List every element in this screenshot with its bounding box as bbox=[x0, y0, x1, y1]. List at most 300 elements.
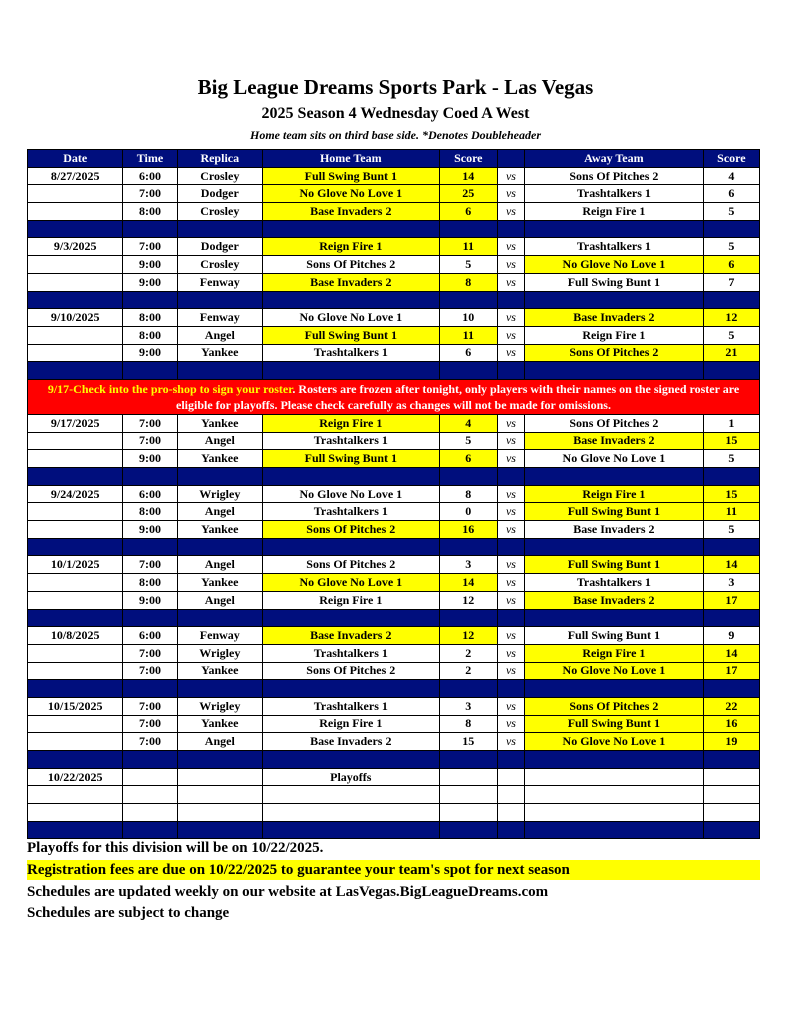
game-date bbox=[28, 715, 123, 733]
playoffs-empty bbox=[439, 804, 497, 822]
vs-label: vs bbox=[497, 203, 524, 221]
away-team: No Glove No Love 1 bbox=[525, 450, 704, 468]
away-team: Sons Of Pitches 2 bbox=[525, 697, 704, 715]
game-field: Dodger bbox=[177, 185, 262, 203]
vs-label: vs bbox=[497, 627, 524, 645]
game-time: 7:00 bbox=[123, 432, 177, 450]
playoffs-empty bbox=[525, 804, 704, 822]
separator-cell bbox=[439, 821, 497, 839]
home-score: 8 bbox=[439, 715, 497, 733]
away-score: 21 bbox=[703, 344, 759, 362]
playoffs-date bbox=[28, 786, 123, 804]
game-row bbox=[28, 591, 760, 609]
home-score: 10 bbox=[439, 309, 497, 327]
separator-cell bbox=[497, 751, 524, 769]
away-score: 15 bbox=[703, 485, 759, 503]
game-time: 6:00 bbox=[123, 485, 177, 503]
separator-cell bbox=[497, 362, 524, 380]
separator-cell bbox=[262, 821, 439, 839]
separator-cell bbox=[525, 751, 704, 769]
home-score: 15 bbox=[439, 733, 497, 751]
game-row bbox=[28, 662, 760, 680]
separator-cell bbox=[525, 821, 704, 839]
home-team: Full Swing Bunt 1 bbox=[262, 167, 439, 185]
col-away-score: Score bbox=[703, 150, 759, 168]
separator-cell bbox=[123, 362, 177, 380]
game-date bbox=[28, 203, 123, 221]
away-score: 3 bbox=[703, 574, 759, 592]
game-field: Wrigley bbox=[177, 697, 262, 715]
game-time: 9:00 bbox=[123, 521, 177, 539]
home-team: Trashtalkers 1 bbox=[262, 644, 439, 662]
away-score: 19 bbox=[703, 733, 759, 751]
playoffs-field bbox=[177, 786, 262, 804]
separator-cell bbox=[262, 538, 439, 556]
game-field: Angel bbox=[177, 326, 262, 344]
home-team: Base Invaders 2 bbox=[262, 273, 439, 291]
col-date: Date bbox=[28, 150, 123, 168]
home-team: No Glove No Love 1 bbox=[262, 185, 439, 203]
separator-cell bbox=[123, 821, 177, 839]
game-time: 7:00 bbox=[123, 556, 177, 574]
home-team: Reign Fire 1 bbox=[262, 715, 439, 733]
separator-cell bbox=[439, 362, 497, 380]
col-home-team: Home Team bbox=[262, 150, 439, 168]
vs-label: vs bbox=[497, 521, 524, 539]
game-row bbox=[28, 574, 760, 592]
playoffs-empty bbox=[703, 768, 759, 786]
away-score: 17 bbox=[703, 662, 759, 680]
game-time: 8:00 bbox=[123, 574, 177, 592]
away-team: Trashtalkers 1 bbox=[525, 574, 704, 592]
separator-cell bbox=[123, 680, 177, 698]
schedule-table bbox=[27, 149, 760, 839]
playoffs-empty bbox=[703, 786, 759, 804]
vs-label: vs bbox=[497, 591, 524, 609]
col-away-team: Away Team bbox=[525, 150, 704, 168]
game-row bbox=[28, 203, 760, 221]
playoffs-label bbox=[262, 786, 439, 804]
game-row bbox=[28, 273, 760, 291]
game-date bbox=[28, 662, 123, 680]
game-date bbox=[28, 432, 123, 450]
game-field: Crosley bbox=[177, 256, 262, 274]
separator-cell bbox=[28, 291, 123, 309]
game-field: Yankee bbox=[177, 715, 262, 733]
playoffs-empty bbox=[497, 768, 524, 786]
game-row bbox=[28, 326, 760, 344]
game-time: 7:00 bbox=[123, 185, 177, 203]
game-row bbox=[28, 697, 760, 715]
separator-cell bbox=[497, 220, 524, 238]
notice-text: . Rosters are frozen after tonight, only players with their names on the signed roster are eligible for playoffs. Please check carefully as changes will not be made for omissions. bbox=[176, 381, 740, 412]
separator-cell bbox=[123, 538, 177, 556]
separator-cell bbox=[703, 680, 759, 698]
col-replica: Replica bbox=[177, 150, 262, 168]
away-score: 12 bbox=[703, 309, 759, 327]
away-score: 5 bbox=[703, 326, 759, 344]
playoffs-field bbox=[177, 768, 262, 786]
header-row bbox=[28, 150, 760, 168]
separator-cell bbox=[497, 609, 524, 627]
home-score: 4 bbox=[439, 414, 497, 432]
separator-cell bbox=[28, 680, 123, 698]
separator-cell bbox=[262, 291, 439, 309]
playoffs-empty bbox=[703, 804, 759, 822]
away-score: 14 bbox=[703, 556, 759, 574]
game-time: 9:00 bbox=[123, 344, 177, 362]
col-vs bbox=[497, 150, 524, 168]
vs-label: vs bbox=[497, 185, 524, 203]
separator-row bbox=[28, 468, 760, 486]
game-date bbox=[28, 450, 123, 468]
home-team: Full Swing Bunt 1 bbox=[262, 450, 439, 468]
separator-row bbox=[28, 220, 760, 238]
home-team: No Glove No Love 1 bbox=[262, 574, 439, 592]
separator-cell bbox=[497, 468, 524, 486]
separator-cell bbox=[123, 609, 177, 627]
home-score: 6 bbox=[439, 450, 497, 468]
separator-cell bbox=[28, 751, 123, 769]
vs-label: vs bbox=[497, 697, 524, 715]
separator-cell bbox=[177, 680, 262, 698]
home-score: 8 bbox=[439, 485, 497, 503]
game-row bbox=[28, 256, 760, 274]
home-score: 3 bbox=[439, 556, 497, 574]
separator-cell bbox=[525, 362, 704, 380]
game-date bbox=[28, 273, 123, 291]
separator-cell bbox=[177, 468, 262, 486]
separator-cell bbox=[123, 220, 177, 238]
away-score: 22 bbox=[703, 697, 759, 715]
home-team: Base Invaders 2 bbox=[262, 203, 439, 221]
game-time: 7:00 bbox=[123, 238, 177, 256]
home-score: 11 bbox=[439, 326, 497, 344]
separator-cell bbox=[262, 220, 439, 238]
game-date: 9/3/2025 bbox=[28, 238, 123, 256]
away-team: Full Swing Bunt 1 bbox=[525, 556, 704, 574]
home-team: Trashtalkers 1 bbox=[262, 432, 439, 450]
game-field: Yankee bbox=[177, 574, 262, 592]
game-time: 7:00 bbox=[123, 644, 177, 662]
roster-notice bbox=[28, 379, 760, 414]
game-date bbox=[28, 733, 123, 751]
game-date: 9/24/2025 bbox=[28, 485, 123, 503]
game-date bbox=[28, 503, 123, 521]
home-score: 16 bbox=[439, 521, 497, 539]
away-team: Full Swing Bunt 1 bbox=[525, 273, 704, 291]
game-date bbox=[28, 644, 123, 662]
separator-cell bbox=[525, 609, 704, 627]
playoffs-empty bbox=[525, 768, 704, 786]
away-score: 4 bbox=[703, 167, 759, 185]
game-row bbox=[28, 627, 760, 645]
vs-label: vs bbox=[497, 167, 524, 185]
playoffs-time bbox=[123, 768, 177, 786]
separator-cell bbox=[703, 291, 759, 309]
page-title: Big League Dreams Sports Park - Las Vegas bbox=[197, 75, 594, 99]
away-score: 6 bbox=[703, 256, 759, 274]
game-time: 7:00 bbox=[123, 662, 177, 680]
game-date bbox=[28, 344, 123, 362]
separator-cell bbox=[123, 291, 177, 309]
home-team: No Glove No Love 1 bbox=[262, 485, 439, 503]
home-score: 0 bbox=[439, 503, 497, 521]
home-score: 6 bbox=[439, 203, 497, 221]
away-score: 5 bbox=[703, 521, 759, 539]
game-date bbox=[28, 521, 123, 539]
away-team: Sons Of Pitches 2 bbox=[525, 414, 704, 432]
away-score: 5 bbox=[703, 450, 759, 468]
game-field: Yankee bbox=[177, 662, 262, 680]
separator-cell bbox=[703, 220, 759, 238]
vs-label: vs bbox=[497, 238, 524, 256]
game-row bbox=[28, 644, 760, 662]
vs-label: vs bbox=[497, 309, 524, 327]
separator-cell bbox=[525, 468, 704, 486]
game-date bbox=[28, 591, 123, 609]
away-team: Full Swing Bunt 1 bbox=[525, 715, 704, 733]
separator-cell bbox=[703, 538, 759, 556]
separator-cell bbox=[28, 821, 123, 839]
game-row bbox=[28, 432, 760, 450]
home-team: No Glove No Love 1 bbox=[262, 309, 439, 327]
playoffs-empty bbox=[497, 804, 524, 822]
away-team: Full Swing Bunt 1 bbox=[525, 627, 704, 645]
away-team: Sons Of Pitches 2 bbox=[525, 167, 704, 185]
home-team: Base Invaders 2 bbox=[262, 627, 439, 645]
separator-cell bbox=[177, 751, 262, 769]
game-date bbox=[28, 256, 123, 274]
game-field: Yankee bbox=[177, 450, 262, 468]
separator-cell bbox=[28, 220, 123, 238]
playoffs-row bbox=[28, 768, 760, 786]
vs-label: vs bbox=[497, 256, 524, 274]
separator-cell bbox=[439, 751, 497, 769]
separator-cell bbox=[28, 468, 123, 486]
game-time: 9:00 bbox=[123, 273, 177, 291]
vs-label: vs bbox=[497, 344, 524, 362]
separator-cell bbox=[497, 821, 524, 839]
game-row bbox=[28, 556, 760, 574]
separator-row bbox=[28, 291, 760, 309]
playoffs-label bbox=[262, 804, 439, 822]
separator-cell bbox=[123, 751, 177, 769]
separator-cell bbox=[525, 291, 704, 309]
game-field: Yankee bbox=[177, 521, 262, 539]
game-row bbox=[28, 733, 760, 751]
game-time: 7:00 bbox=[123, 715, 177, 733]
home-team: Reign Fire 1 bbox=[262, 414, 439, 432]
home-score: 5 bbox=[439, 256, 497, 274]
playoffs-empty bbox=[439, 786, 497, 804]
game-row bbox=[28, 450, 760, 468]
game-date: 10/1/2025 bbox=[28, 556, 123, 574]
away-score: 17 bbox=[703, 591, 759, 609]
vs-label: vs bbox=[497, 450, 524, 468]
separator-cell bbox=[703, 609, 759, 627]
vs-label: vs bbox=[497, 644, 524, 662]
game-field: Angel bbox=[177, 503, 262, 521]
game-field: Angel bbox=[177, 556, 262, 574]
away-team: Reign Fire 1 bbox=[525, 485, 704, 503]
separator-cell bbox=[177, 220, 262, 238]
playoffs-time bbox=[123, 786, 177, 804]
vs-label: vs bbox=[497, 503, 524, 521]
col-home-score: Score bbox=[439, 150, 497, 168]
game-row bbox=[28, 414, 760, 432]
separator-cell bbox=[525, 538, 704, 556]
home-score: 14 bbox=[439, 574, 497, 592]
home-team: Base Invaders 2 bbox=[262, 733, 439, 751]
away-team: No Glove No Love 1 bbox=[525, 256, 704, 274]
separator-row bbox=[28, 680, 760, 698]
separator-cell bbox=[439, 291, 497, 309]
separator-cell bbox=[439, 538, 497, 556]
game-date bbox=[28, 185, 123, 203]
game-time: 6:00 bbox=[123, 167, 177, 185]
home-score: 25 bbox=[439, 185, 497, 203]
away-score: 5 bbox=[703, 203, 759, 221]
game-row bbox=[28, 167, 760, 185]
game-time: 8:00 bbox=[123, 203, 177, 221]
game-row bbox=[28, 238, 760, 256]
game-row bbox=[28, 185, 760, 203]
game-field: Yankee bbox=[177, 414, 262, 432]
home-team: Reign Fire 1 bbox=[262, 591, 439, 609]
game-row bbox=[28, 503, 760, 521]
playoffs-date: 10/22/2025 bbox=[28, 768, 123, 786]
separator-cell bbox=[262, 680, 439, 698]
separator-cell bbox=[177, 821, 262, 839]
separator-cell bbox=[497, 538, 524, 556]
game-time: 8:00 bbox=[123, 503, 177, 521]
away-team: No Glove No Love 1 bbox=[525, 662, 704, 680]
separator-cell bbox=[703, 821, 759, 839]
separator-row bbox=[28, 821, 760, 839]
separator-cell bbox=[262, 609, 439, 627]
home-team: Trashtalkers 1 bbox=[262, 344, 439, 362]
separator-cell bbox=[262, 468, 439, 486]
game-field: Fenway bbox=[177, 273, 262, 291]
home-score: 2 bbox=[439, 644, 497, 662]
roster-notice-row bbox=[28, 379, 760, 414]
vs-label: vs bbox=[497, 326, 524, 344]
game-field: Angel bbox=[177, 733, 262, 751]
game-time: 8:00 bbox=[123, 309, 177, 327]
separator-cell bbox=[177, 538, 262, 556]
separator-cell bbox=[525, 680, 704, 698]
home-score: 6 bbox=[439, 344, 497, 362]
game-field: Dodger bbox=[177, 238, 262, 256]
vs-label: vs bbox=[497, 556, 524, 574]
separator-cell bbox=[439, 468, 497, 486]
separator-cell bbox=[703, 751, 759, 769]
separator-row bbox=[28, 538, 760, 556]
home-score: 12 bbox=[439, 627, 497, 645]
footer-playoffs: Playoffs for this division will be on 10/22/2025. bbox=[27, 840, 324, 856]
vs-label: vs bbox=[497, 662, 524, 680]
away-score: 7 bbox=[703, 273, 759, 291]
game-date: 9/17/2025 bbox=[28, 414, 123, 432]
separator-cell bbox=[177, 609, 262, 627]
away-team: Reign Fire 1 bbox=[525, 203, 704, 221]
home-score: 2 bbox=[439, 662, 497, 680]
game-field: Yankee bbox=[177, 344, 262, 362]
footer-disclaimer: Schedules are subject to change bbox=[27, 905, 230, 921]
game-time: 8:00 bbox=[123, 326, 177, 344]
playoffs-date bbox=[28, 804, 123, 822]
away-team: Reign Fire 1 bbox=[525, 644, 704, 662]
separator-cell bbox=[28, 538, 123, 556]
home-team: Trashtalkers 1 bbox=[262, 503, 439, 521]
away-team: Trashtalkers 1 bbox=[525, 185, 704, 203]
playoffs-empty bbox=[439, 768, 497, 786]
vs-label: vs bbox=[497, 574, 524, 592]
separator-cell bbox=[28, 362, 123, 380]
game-field: Angel bbox=[177, 432, 262, 450]
away-team: Base Invaders 2 bbox=[525, 591, 704, 609]
separator-row bbox=[28, 751, 760, 769]
vs-label: vs bbox=[497, 273, 524, 291]
game-date bbox=[28, 326, 123, 344]
home-team: Sons Of Pitches 2 bbox=[262, 556, 439, 574]
separator-cell bbox=[262, 751, 439, 769]
game-time: 7:00 bbox=[123, 414, 177, 432]
away-score: 1 bbox=[703, 414, 759, 432]
playoffs-time bbox=[123, 804, 177, 822]
game-row bbox=[28, 309, 760, 327]
game-date: 10/15/2025 bbox=[28, 697, 123, 715]
game-field: Wrigley bbox=[177, 485, 262, 503]
game-field: Crosley bbox=[177, 167, 262, 185]
home-score: 5 bbox=[439, 432, 497, 450]
separator-cell bbox=[497, 680, 524, 698]
separator-cell bbox=[497, 291, 524, 309]
home-score: 8 bbox=[439, 273, 497, 291]
notice-highlight: Check into the pro-shop to sign your roster bbox=[73, 381, 293, 396]
home-score: 11 bbox=[439, 238, 497, 256]
game-date: 9/10/2025 bbox=[28, 309, 123, 327]
col-time: Time bbox=[123, 150, 177, 168]
away-score: 5 bbox=[703, 238, 759, 256]
home-team: Sons Of Pitches 2 bbox=[262, 662, 439, 680]
game-field: Crosley bbox=[177, 203, 262, 221]
playoffs-empty bbox=[497, 786, 524, 804]
home-team: Sons Of Pitches 2 bbox=[262, 256, 439, 274]
home-team: Full Swing Bunt 1 bbox=[262, 326, 439, 344]
away-team: No Glove No Love 1 bbox=[525, 733, 704, 751]
game-row bbox=[28, 715, 760, 733]
home-score: 12 bbox=[439, 591, 497, 609]
separator-row bbox=[28, 362, 760, 380]
home-team: Trashtalkers 1 bbox=[262, 697, 439, 715]
playoffs-field bbox=[177, 804, 262, 822]
away-score: 11 bbox=[703, 503, 759, 521]
game-time: 6:00 bbox=[123, 627, 177, 645]
page-subtitle: 2025 Season 4 Wednesday Coed A West bbox=[261, 105, 530, 122]
game-field: Angel bbox=[177, 591, 262, 609]
playoffs-row bbox=[28, 804, 760, 822]
game-time: 9:00 bbox=[123, 450, 177, 468]
separator-cell bbox=[703, 468, 759, 486]
separator-cell bbox=[28, 609, 123, 627]
away-team: Full Swing Bunt 1 bbox=[525, 503, 704, 521]
separator-row bbox=[28, 609, 760, 627]
notice-date: 9/17- bbox=[47, 381, 74, 396]
game-field: Wrigley bbox=[177, 644, 262, 662]
separator-cell bbox=[439, 609, 497, 627]
